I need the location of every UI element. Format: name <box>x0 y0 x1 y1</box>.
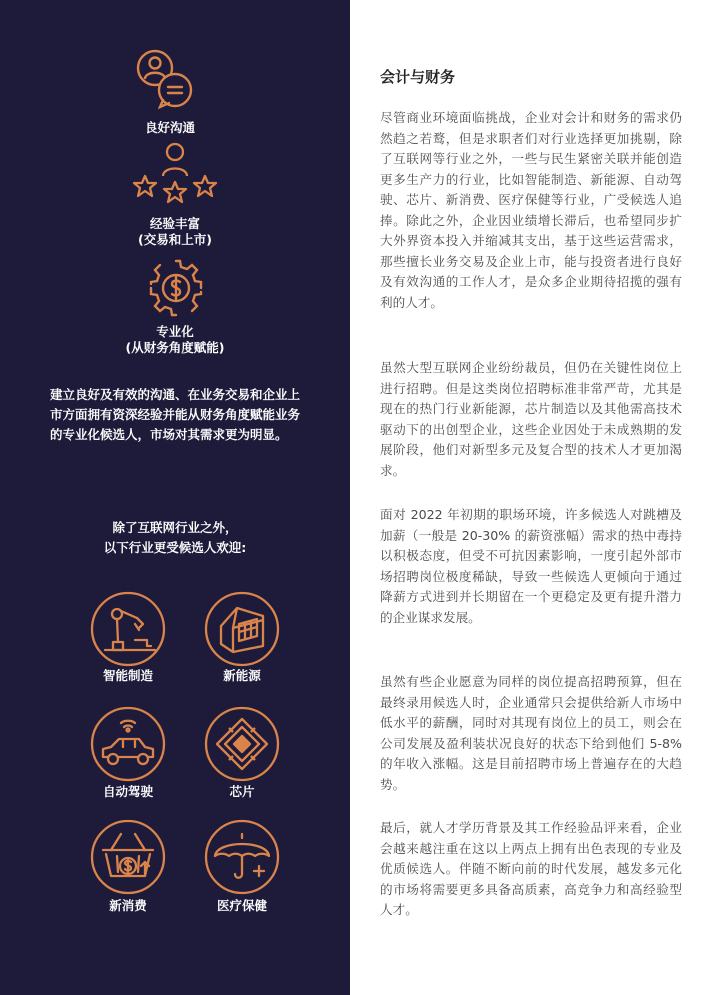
skill-label-experience: 经验丰富 (交易和上市) <box>138 216 212 247</box>
sidebar <box>0 0 350 995</box>
industry-label-smart-manufacturing: 智能制造 <box>102 668 153 683</box>
industry-label-healthcare: 医疗保健 <box>216 898 267 913</box>
umbrella-health-icon <box>203 818 281 896</box>
person-stars-icon <box>132 140 218 210</box>
industry-label-autonomous-driving: 自动驾驶 <box>102 784 153 799</box>
article-paragraph: 最后，就人才学历背景及其工作经验品评来看，企业会越来越注重在这以上两点上拥有出色表现的专业及优质候选人。伴随不断向前的时代发展，越发多元化的市场将需要更多具备高质素，高竞争力和高经验型人才。 <box>380 820 682 917</box>
article-paragraph: 面对 2022 年初期的职场环境，许多候选人对跳槽及加薪（一般是 20-30% 的薪资涨幅）需求的热中毒持以积极态度，但受不可抗因素影响，一度引起外部市场招聘岗位极度稀缺，导致一些候选人更倾向于通过降薪方式进到并长期留在一个更稳定及更有提升潜力的企业谋求发展。 <box>380 507 682 625</box>
dollar-gear-icon <box>143 255 209 321</box>
industries-intro: 除了互联网行业之外， 以下行业更受候选人欢迎: <box>103 520 247 555</box>
shopping-basket-icon <box>89 818 167 896</box>
skill-label-communication: 良好沟通 <box>144 120 195 135</box>
chip-icon <box>203 705 281 783</box>
robot-arm-icon <box>89 590 167 668</box>
industry-label-new-energy: 新能源 <box>223 668 261 683</box>
sidebar-blurb: 建立良好及有效的沟通、在业务交易和企业上市方面拥有资深经验并能从财务角度赋能业务的专业化候选人，市场对其需求更为明显。 <box>50 387 301 442</box>
person-chat-icon <box>133 46 195 112</box>
industry-label-new-consumption: 新消费 <box>109 898 147 913</box>
skill-label-professional: 专业化 (从财务角度赋能) <box>125 324 225 355</box>
article-paragraph: 尽管商业环境面临挑战，企业对会计和财务的需求仍然趋之若鹜，但是求职者们对行业选择更加挑剔，除了互联网等行业之外，一些与民生紧密关联并能创造更多生产力的行业，比如智能制造、新能源、自动驾驶、芯片、新消费、医疗保健等行业，广受候选人追捧。除此之外，企业因业绩增长滞后，也希望同步扩大外界资本投入并缩减其支出，基于这些运营需求，那些擅长业务交易及企业上市，能与投资者进行良好及有效沟通的工作人才，是众多企业期待招揽的强有利的人才。 <box>380 110 682 310</box>
autonomous-car-icon <box>89 705 167 783</box>
industry-label-chip: 芯片 <box>229 784 255 799</box>
article <box>350 0 710 995</box>
solar-house-icon <box>203 590 281 668</box>
article-paragraph: 虽然有些企业愿意为同样的岗位提高招聘预算，但在最终录用候选人时，企业通常只会提供给新人市场中低水平的薪酬，同时对其现有岗位上的员工，则会在公司发展及盈利装状况良好的状态下给到他们 5-8% 的年收入涨幅。这是目前招聘市场上普遍存在的大趋势。 <box>380 674 682 792</box>
article-paragraph: 虽然大型互联网企业纷纷裁员，但仍在关键性岗位上进行招聘。但是这类岗位招聘标准非常严苛，尤其是现在的热门行业新能源，芯片制造以及其他需高技术驱动下的出创型企业，这些企业因处于未成熟期的发展阶段，他们对新型多元及复合型的技术人才更加渴求。 <box>380 360 682 478</box>
article-heading: 会计与财务 <box>380 68 456 86</box>
